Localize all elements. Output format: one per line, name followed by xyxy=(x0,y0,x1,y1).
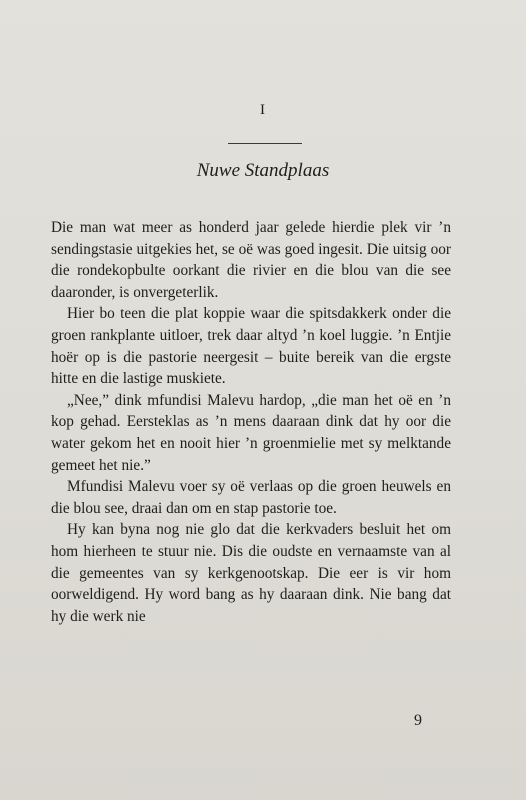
paragraph: „Nee,” dink mfundisi Malevu hardop, „die man het oë en ’n kop gehad. Eersteklas as ’n mens daaraan dink dat hy oor die water gekom het en nooit hier ’n groenmielie met sy melktande gemeet het nie.” xyxy=(51,391,451,474)
body-text xyxy=(51,217,451,627)
paragraph: Hier bo teen die plat koppie waar die spitsdakkerk onder die groen rankplante uitloer, trek daar altyd ’n koel luggie. ’n Entjie hoër op is die pastorie neergesit – buite bereik van die ergste hitte en die lastige muskiete. xyxy=(51,305,451,388)
chapter-number: I xyxy=(260,102,266,118)
paragraph: Die man wat meer as honderd jaar gelede hierdie plek vir ’n sendingstasie uitgekies het, se oë was goed ingesit. Die uitsig oor die rondekopbulte oorkant die rivier en die blou van die see daaronder, is onvergeterlik. xyxy=(51,219,451,301)
paragraph: Hy kan byna nog nie glo dat die kerkvaders besluit het om hom hierheen te stuur nie. Dis die oudste en vernaamste van al die gemeentes van sy kerkgenootskap. Die eer is vir hom oorweldigend. Hy word bang as hy daaraan dink. Nie bang dat hy die werk nie xyxy=(51,521,451,625)
chapter-title: Nuwe Standplaas xyxy=(196,160,330,181)
page-number: 9 xyxy=(414,712,422,729)
paragraph: Mfundisi Malevu voer sy oë verlaas op die groen heuwels en die blou see, draai dan om en stap pastorie toe. xyxy=(51,478,451,517)
chapter-divider xyxy=(228,143,302,144)
